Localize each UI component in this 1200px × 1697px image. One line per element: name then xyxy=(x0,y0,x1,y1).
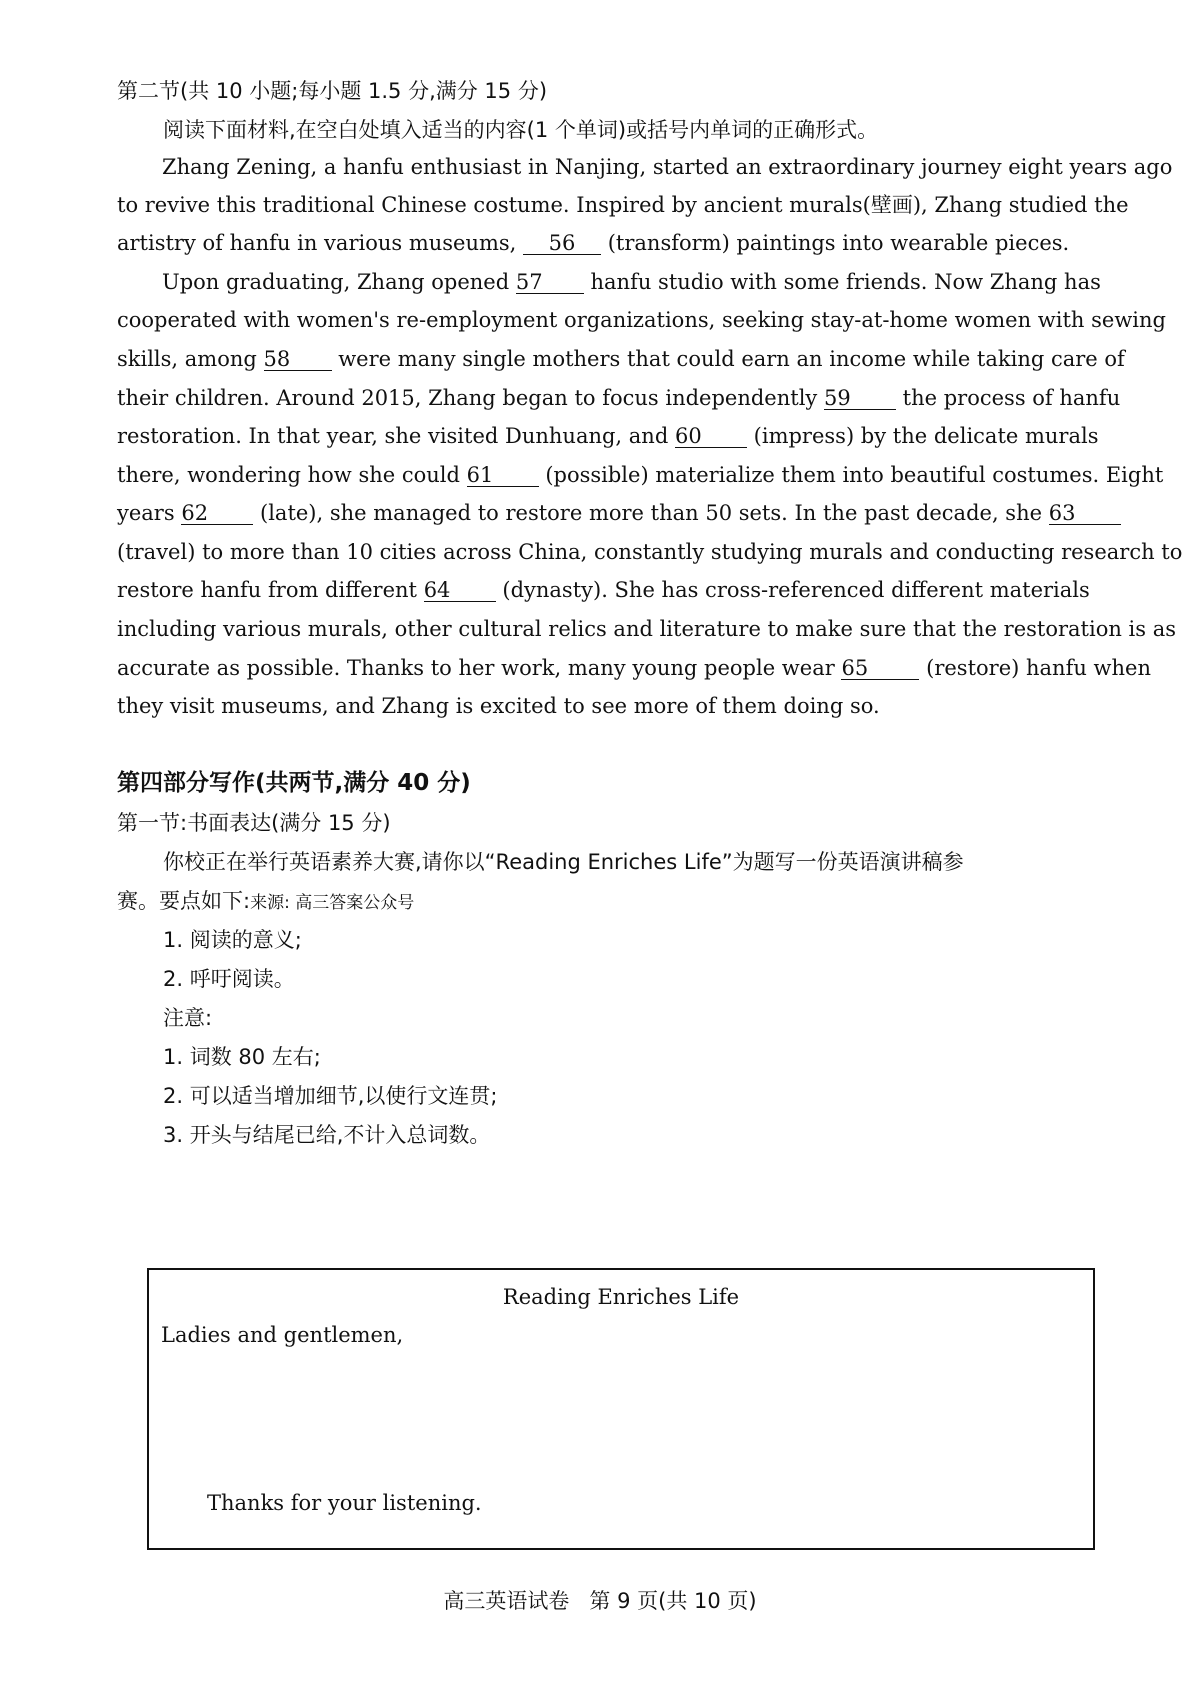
passage-line: Upon graduating, Zhang opened 57 hanfu studio with some friends. Now Zhang has xyxy=(162,270,1101,294)
section-heading: 第二节(共 10 小题;每小题 1.5 分,满分 15 分) xyxy=(117,79,548,103)
essay-title: Reading Enriches Life xyxy=(502,1285,740,1309)
passage-line: cooperated with women's re-employment organizations, seeking stay-at-home women with sewing xyxy=(117,308,1166,332)
passage-line: artistry of hanfu in various museums, 56 (transform) paintings into wearable pieces. xyxy=(117,231,1070,255)
answer-box[interactable] xyxy=(147,1268,1095,1550)
note-item: 1. 词数 80 左右; xyxy=(163,1045,321,1069)
page-footer: 高三英语试卷 第 9 页(共 10 页) xyxy=(443,1589,757,1613)
blank-61[interactable]: 61 xyxy=(467,464,539,487)
passage-line: years 62 (late), she managed to restore more than 50 sets. In the past decade, she 63 xyxy=(117,498,1085,528)
passage-line: including various murals, other cultural relics and literature to make sure that the restoration is as xyxy=(117,617,1177,641)
blank-64[interactable]: 64 xyxy=(424,579,496,602)
passage-line: Zhang Zening, a hanfu enthusiast in Nanjing, started an extraordinary journey eight years ago xyxy=(162,155,1173,179)
point-item: 2. 呼吁阅读。 xyxy=(163,967,295,991)
section-instruction: 阅读下面材料,在空白处填入适当的内容(1 个单词)或括号内单词的正确形式。 xyxy=(163,118,879,142)
blank-58[interactable]: 58 xyxy=(264,348,332,371)
note-item: 3. 开头与结尾已给,不计入总词数。 xyxy=(163,1123,491,1147)
blank-60[interactable]: 60 xyxy=(675,425,747,448)
part-heading: 第四部分写作(共两节,满分 40 分) xyxy=(117,770,471,796)
blank-56[interactable]: 56 xyxy=(523,232,601,255)
blank-65[interactable]: 65 xyxy=(841,657,919,680)
point-item: 1. 阅读的意义; xyxy=(163,928,302,952)
passage-line: restoration. In that year, she visited Dunhuang, and 60 (impress) by the delicate murals xyxy=(117,424,1099,448)
source-watermark: 来源: 高三答案公众号 xyxy=(250,893,415,913)
blank-63[interactable]: 63 xyxy=(1049,502,1121,525)
blank-59[interactable]: 59 xyxy=(824,387,896,410)
passage-line: to revive this traditional Chinese costume. Inspired by ancient murals(壁画), Zhang studied the xyxy=(117,193,1129,217)
prompt-line: 赛。要点如下:来源: 高三答案公众号 xyxy=(117,889,415,913)
passage-line: their children. Around 2015, Zhang began to focus independently 59 the process of hanfu xyxy=(117,386,1121,410)
passage-line: there, wondering how she could 61 (possible) materialize them into beautiful costumes. Eight xyxy=(117,463,1164,487)
note-item: 2. 可以适当增加细节,以使行文连贯; xyxy=(163,1084,498,1108)
essay-closing: Thanks for your listening. xyxy=(207,1491,482,1515)
blank-57[interactable]: 57 xyxy=(516,271,584,294)
section-heading: 第一节:书面表达(满分 15 分) xyxy=(117,811,391,835)
essay-greeting: Ladies and gentlemen, xyxy=(161,1323,404,1347)
passage-line: restore hanfu from different 64 (dynasty). She has cross-referenced different materials xyxy=(117,578,1090,602)
passage-line: accurate as possible. Thanks to her work, many young people wear 65 (restore) hanfu when xyxy=(117,656,1151,680)
passage-line: skills, among 58 were many single mothers that could earn an income while taking care of xyxy=(117,347,1125,371)
prompt-line: 你校正在举行英语素养大赛,请你以“Reading Enriches Life”为题写一份英语演讲稿参 xyxy=(163,850,964,874)
passage-line: they visit museums, and Zhang is excited to see more of them doing so. xyxy=(117,694,880,718)
note-label: 注意: xyxy=(163,1006,213,1030)
passage-line: (travel) to more than 10 cities across China, constantly studying murals and conducting research to xyxy=(117,540,1183,564)
blank-62[interactable]: 62 xyxy=(181,502,253,525)
